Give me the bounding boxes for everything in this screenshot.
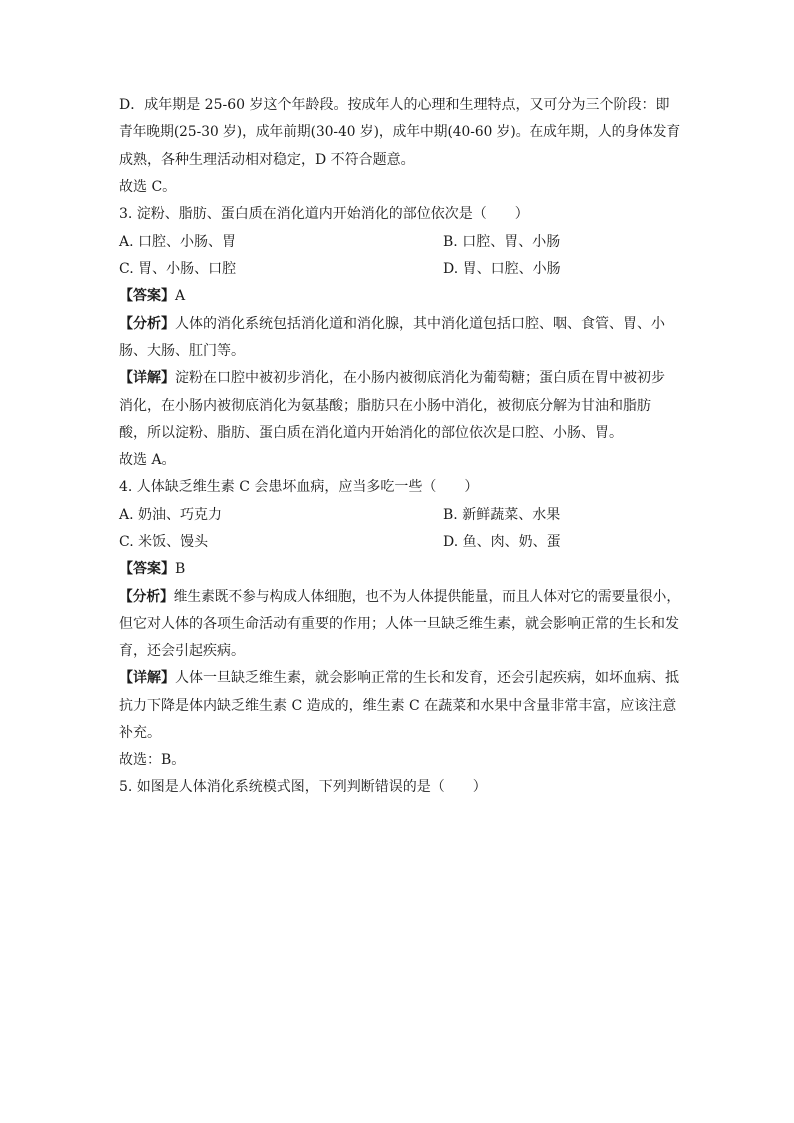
conclusion-line: 故选 C。 [119, 179, 177, 195]
analysis-tag: 【分析】 [119, 589, 174, 605]
q4-detail-cont: 补充。 [119, 725, 161, 741]
detail-tag: 【详解】 [119, 670, 175, 686]
detail-text: 淀粉在口腔中被初步消化，在小肠内被彻底消化为葡萄糖；蛋白质在胃中被初步 [175, 370, 665, 386]
paragraph-line: 青年晚期(25-30 岁)，成年前期(30-40 岁)，成年中期(40-60 岁)。在成年期，人的身体发育 [119, 124, 681, 140]
q4-answer [119, 559, 185, 579]
detail-text: 人体一旦缺乏维生素，就会影响正常的生长和发育，还会引起疾病，如坏血病、抵 [175, 670, 679, 686]
q3-option-d: D. 胃、口腔、小肠 [443, 261, 561, 277]
paragraph-line: D．成年期是 25-60 岁这个年龄段。按成年人的心理和生理特点，又可分为三个阶段：即 [119, 97, 670, 113]
analysis-text: 维生素既不参与构成人体细胞，也不为人体提供能量，而且人体对它的需要量很小， [173, 589, 681, 605]
answer-tag: 【答案】 [119, 561, 175, 577]
question-4-stem: 4. 人体缺乏维生素 C 会患坏血病，应当多吃一些（ ） [119, 479, 479, 495]
paragraph-line: 成熟，各种生理活动相对稳定，D 不符合题意。 [119, 152, 415, 168]
q4-analysis-cont: 育，还会引起疾病。 [119, 643, 245, 659]
q3-option-b: B. 口腔、胃、小肠 [443, 234, 561, 250]
q3-answer [119, 286, 185, 306]
q4-option-d: D. 鱼、肉、奶、蛋 [443, 534, 561, 550]
q3-analysis-cont: 肠、大肠、肛门等。 [119, 343, 245, 359]
q3-detail-cont: 消化，在小肠内被彻底消化为氨基酸；脂肪只在小肠中消化，被彻底分解为甘油和脂肪 [119, 398, 651, 414]
answer-value: B [175, 561, 186, 577]
q4-option-a: A. 奶油、巧克力 [119, 507, 223, 523]
q4-detail-cont: 抗力下降是体内缺乏维生素 C 造成的，维生素 C 在蔬菜和水果中含量非常丰富，应该注意 [119, 698, 677, 714]
q4-conclusion: 故选：B。 [119, 752, 186, 768]
analysis-tag: 【分析】 [119, 316, 175, 332]
question-5-stem: 5. 如图是人体消化系统模式图，下列判断错误的是（ ） [119, 779, 487, 795]
q3-analysis [119, 314, 665, 334]
q3-conclusion: 故选 A。 [119, 452, 176, 468]
q4-analysis [119, 587, 680, 607]
question-3-stem: 3. 淀粉、脂肪、蛋白质在消化道内开始消化的部位依次是（ ） [119, 206, 529, 222]
q4-option-b: B. 新鲜蔬菜、水果 [443, 507, 561, 523]
answer-tag: 【答案】 [119, 288, 175, 304]
q3-option-a: A. 口腔、小肠、胃 [119, 234, 237, 250]
q4-analysis-cont: 但它对人体的各项生命活动有重要的作用；人体一旦缺乏维生素，就会影响正常的生长和发 [119, 616, 679, 632]
detail-tag: 【详解】 [119, 370, 175, 386]
q4-detail [119, 668, 679, 688]
q3-detail [119, 368, 665, 388]
q3-detail-cont: 酸，所以淀粉、脂肪、蛋白质在消化道内开始消化的部位依次是口腔、小肠、胃。 [119, 425, 623, 441]
analysis-text: 人体的消化系统包括消化道和消化腺，其中消化道包括口腔、咽、食管、胃、小 [175, 316, 665, 332]
q3-option-c: C. 胃、小肠、口腔 [119, 261, 237, 277]
answer-value: A [175, 288, 186, 304]
q4-option-c: C. 米饭、馒头 [119, 534, 209, 550]
